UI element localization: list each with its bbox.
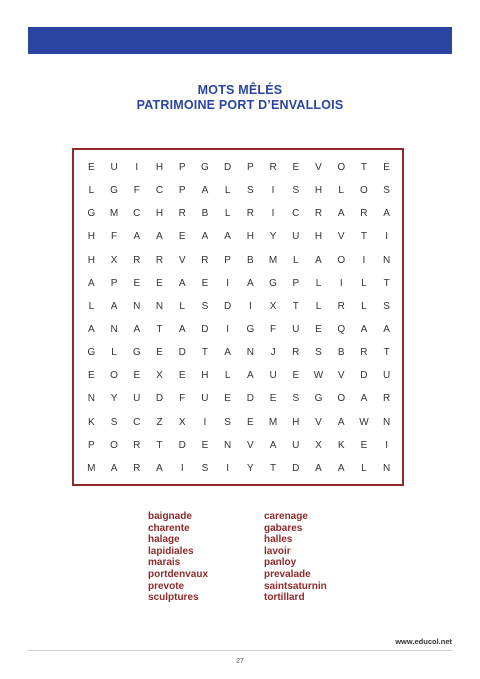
grid-cell: R: [314, 208, 323, 220]
grid-cell: I: [248, 300, 252, 312]
grid-cell: V: [247, 439, 254, 451]
grid-cell: T: [156, 439, 163, 451]
grid-cell: R: [269, 162, 277, 174]
grid-cell: H: [292, 416, 300, 428]
grid-cell: X: [156, 370, 163, 382]
grid-cell: A: [247, 370, 254, 382]
grid-cell: Z: [156, 416, 163, 428]
grid-cell: S: [224, 416, 231, 428]
grid-cell: N: [87, 393, 95, 405]
grid-cell: I: [385, 439, 389, 451]
grid-cell: I: [226, 277, 230, 289]
grid-cell: T: [201, 347, 208, 359]
grid-cell: O: [110, 370, 118, 382]
grid-cell: K: [88, 416, 95, 428]
grid-cell: L: [361, 300, 367, 312]
grid-cell: R: [201, 254, 209, 266]
word-list-item: halles: [264, 534, 293, 546]
grid-cell: B: [201, 208, 209, 220]
grid-cell: S: [201, 300, 209, 312]
grid-cell: G: [110, 185, 118, 197]
grid-cell: O: [360, 185, 368, 197]
grid-cell: C: [155, 185, 164, 197]
grid-cell: N: [383, 254, 391, 266]
grid-cell: C: [292, 208, 300, 220]
grid-cell: L: [224, 185, 231, 197]
grid-cell: L: [315, 300, 322, 312]
word-list-item: tortillard: [264, 592, 305, 604]
grid-cell: U: [292, 231, 300, 243]
grid-cell: A: [178, 277, 186, 289]
word-list-item: saintsaturnin: [264, 580, 327, 592]
grid-cell: L: [88, 300, 95, 312]
grid-cell: E: [292, 162, 300, 174]
grid-cell: N: [246, 347, 254, 359]
grid-cell: A: [269, 439, 277, 451]
grid-cell: I: [385, 231, 389, 243]
grid-cell: W: [313, 370, 324, 382]
grid-cell: H: [246, 231, 254, 243]
word-list-item: portdenvaux: [148, 568, 209, 580]
grid-cell: R: [360, 208, 368, 220]
grid-cell: A: [201, 185, 209, 197]
grid-cell: E: [315, 324, 322, 336]
grid-cell: D: [224, 300, 232, 312]
grid-cell: F: [270, 324, 277, 336]
grid-cell: I: [180, 462, 184, 474]
grid-cell: E: [133, 370, 141, 382]
grid-cell: L: [361, 277, 367, 289]
grid-cell: B: [337, 347, 345, 359]
grid-cell: H: [155, 208, 164, 220]
grid-cell: H: [314, 231, 323, 243]
grid-cell: E: [201, 439, 209, 451]
grid-cell: I: [135, 162, 139, 174]
grid-cell: L: [179, 300, 185, 312]
grid-cell: I: [339, 277, 343, 289]
grid-cell: A: [360, 324, 368, 336]
grid-cell: D: [201, 324, 209, 336]
grid-cell: R: [133, 439, 141, 451]
grid-cell: D: [178, 347, 186, 359]
grid-cell: L: [361, 462, 367, 474]
grid-cell: E: [201, 277, 209, 289]
grid-cell: A: [337, 462, 345, 474]
grid-cell: A: [110, 462, 118, 474]
grid-cell: M: [87, 462, 96, 474]
grid-cell: I: [226, 462, 230, 474]
grid-cell: E: [247, 416, 254, 428]
grid-cell: N: [383, 462, 391, 474]
grid-cell: L: [88, 185, 95, 197]
page-title: MOTS MÊLÉS: [197, 83, 283, 97]
grid-cell: B: [247, 254, 254, 266]
word-list-item: halage: [148, 534, 180, 546]
grid-cell: A: [247, 277, 254, 289]
grid-cell: S: [292, 185, 300, 197]
grid-cell: A: [315, 462, 322, 474]
word-list-column-2: [264, 511, 327, 604]
grid-cell: U: [292, 324, 300, 336]
grid-cell: U: [201, 393, 209, 405]
grid-cell: A: [224, 347, 231, 359]
grid-cell: C: [133, 208, 141, 220]
word-list-item: marais: [148, 557, 181, 569]
grid-cell: D: [360, 370, 368, 382]
page-number: 27: [236, 658, 244, 665]
grid-cell: S: [247, 185, 254, 197]
grid-cell: Y: [247, 462, 254, 474]
grid-cell: N: [383, 416, 391, 428]
grid-cell: S: [315, 347, 322, 359]
page-subtitle: PATRIMOINE PORT D’ENVALLOIS: [136, 98, 344, 112]
grid-cell: U: [133, 393, 141, 405]
grid-cell: O: [337, 393, 346, 405]
grid-cell: V: [315, 416, 322, 428]
grid-cell: D: [246, 393, 254, 405]
grid-cell: A: [88, 324, 95, 336]
grid-cell: R: [133, 462, 141, 474]
grid-cell: P: [178, 162, 186, 174]
grid-cell: N: [133, 300, 141, 312]
grid-cell: N: [224, 439, 232, 451]
grid-cell: R: [383, 393, 391, 405]
grid-cell: O: [337, 162, 346, 174]
word-list-item: panloy: [264, 557, 297, 569]
grid-cell: I: [362, 254, 366, 266]
grid-cell: P: [224, 254, 231, 266]
word-search-grid-frame: [72, 148, 404, 486]
grid-cell: P: [178, 185, 186, 197]
grid-cell: I: [226, 324, 230, 336]
grid-cell: P: [292, 277, 300, 289]
footer-divider: [28, 650, 452, 651]
grid-cell: H: [201, 370, 209, 382]
grid-cell: N: [155, 300, 164, 312]
grid-cell: G: [87, 347, 96, 359]
grid-cell: X: [315, 439, 322, 451]
grid-cell: U: [383, 370, 391, 382]
grid-cell: X: [178, 416, 186, 428]
grid-cell: L: [338, 185, 344, 197]
word-list-item: lavoir: [264, 545, 291, 557]
grid-cell: E: [156, 347, 163, 359]
grid-cell: R: [246, 208, 254, 220]
grid-cell: A: [337, 416, 345, 428]
word-search-grid: [80, 156, 398, 480]
grid-cell: A: [156, 462, 163, 474]
grid-cell: M: [268, 416, 278, 428]
word-list-item: prevote: [148, 580, 185, 592]
word-list-item: carenage: [264, 511, 308, 522]
grid-cell: K: [337, 439, 345, 451]
grid-cell: L: [315, 277, 322, 289]
grid-cell: R: [292, 347, 300, 359]
grid-cell: A: [360, 393, 368, 405]
grid-cell: A: [337, 208, 345, 220]
word-list-item: charente: [148, 522, 190, 534]
grid-cell: F: [133, 185, 140, 197]
grid-cell: V: [337, 370, 345, 382]
grid-cell: E: [269, 393, 277, 405]
grid-cell: D: [292, 462, 300, 474]
header-band: [28, 27, 452, 54]
grid-cell: D: [224, 162, 232, 174]
word-list-item: lapidiales: [148, 545, 194, 557]
grid-cell: A: [178, 324, 186, 336]
grid-cell: S: [383, 185, 390, 197]
grid-cell: R: [155, 254, 164, 266]
grid-cell: E: [224, 393, 231, 405]
grid-cell: E: [133, 277, 141, 289]
grid-cell: I: [271, 185, 275, 197]
grid-cell: H: [314, 185, 323, 197]
grid-cell: L: [224, 208, 231, 220]
grid-cell: T: [383, 347, 390, 359]
grid-cell: H: [87, 231, 95, 243]
grid-cell: A: [88, 277, 95, 289]
grid-cell: O: [110, 439, 118, 451]
grid-cell: S: [383, 300, 390, 312]
grid-cell: F: [111, 231, 118, 243]
grid-cell: E: [178, 370, 186, 382]
grid-cell: T: [383, 277, 390, 289]
grid-cell: H: [155, 162, 164, 174]
site-url: www.educol.net: [395, 637, 452, 646]
grid-cell: R: [178, 208, 186, 220]
grid-cell: E: [383, 162, 390, 174]
grid-cell: A: [383, 208, 390, 220]
grid-cell: F: [179, 393, 186, 405]
grid-cell: L: [293, 254, 299, 266]
grid-cell: E: [156, 277, 163, 289]
grid-cell: G: [132, 347, 141, 359]
grid-cell: H: [87, 254, 95, 266]
grid-cell: A: [156, 231, 163, 243]
word-list-item: prevalade: [264, 568, 311, 580]
grid-cell: Y: [110, 393, 118, 405]
grid-cell: M: [109, 208, 119, 220]
grid-cell: S: [110, 416, 118, 428]
grid-cell: U: [292, 439, 300, 451]
word-list-item: gabares: [264, 522, 303, 534]
grid-cell: R: [337, 300, 345, 312]
grid-cell: S: [292, 393, 300, 405]
grid-cell: D: [178, 439, 186, 451]
grid-cell: G: [201, 162, 209, 174]
grid-cell: L: [224, 370, 231, 382]
grid-cell: V: [337, 231, 345, 243]
grid-cell: V: [315, 162, 322, 174]
grid-cell: T: [270, 462, 277, 474]
word-list-item: sculptures: [148, 592, 199, 604]
grid-cell: A: [133, 231, 141, 243]
grid-cell: U: [269, 370, 277, 382]
word-list-column-1: [148, 511, 208, 604]
grid-cell: P: [110, 277, 118, 289]
grid-cell: A: [224, 231, 231, 243]
grid-cell: U: [110, 162, 118, 174]
grid-cell: A: [133, 324, 141, 336]
grid-cell: Q: [337, 324, 346, 336]
grid-cell: L: [111, 347, 117, 359]
grid-cell: G: [87, 208, 96, 220]
grid-cell: A: [315, 254, 322, 266]
grid-cell: E: [178, 231, 186, 243]
grid-cell: E: [88, 370, 95, 382]
grid-cell: P: [88, 439, 95, 451]
grid-cell: A: [110, 300, 118, 312]
grid-cell: X: [110, 254, 118, 266]
grid-cell: W: [359, 416, 369, 428]
grid-cell: T: [292, 300, 299, 312]
grid-cell: A: [201, 231, 209, 243]
grid-cell: C: [133, 416, 141, 428]
grid-cell: T: [156, 324, 163, 336]
grid-cell: M: [268, 254, 278, 266]
grid-cell: G: [246, 324, 255, 336]
grid-cell: G: [269, 277, 277, 289]
grid-cell: Y: [269, 231, 277, 243]
grid-cell: J: [270, 347, 276, 359]
grid-cell: R: [360, 347, 368, 359]
grid-cell: S: [201, 462, 209, 474]
grid-cell: V: [178, 254, 186, 266]
grid-cell: E: [360, 439, 368, 451]
grid-cell: T: [360, 162, 367, 174]
grid-cell: I: [271, 208, 275, 220]
grid-cell: I: [203, 416, 207, 428]
grid-cell: T: [360, 231, 367, 243]
grid-cell: E: [292, 370, 300, 382]
grid-cell: A: [383, 324, 390, 336]
grid-cell: X: [269, 300, 277, 312]
grid-cell: E: [88, 162, 95, 174]
grid-cell: P: [247, 162, 254, 174]
grid-cell: R: [133, 254, 141, 266]
word-list-item: baignade: [148, 511, 192, 522]
grid-cell: G: [314, 393, 323, 405]
grid-cell: O: [337, 254, 346, 266]
grid-cell: D: [155, 393, 164, 405]
grid-cell: N: [110, 324, 118, 336]
